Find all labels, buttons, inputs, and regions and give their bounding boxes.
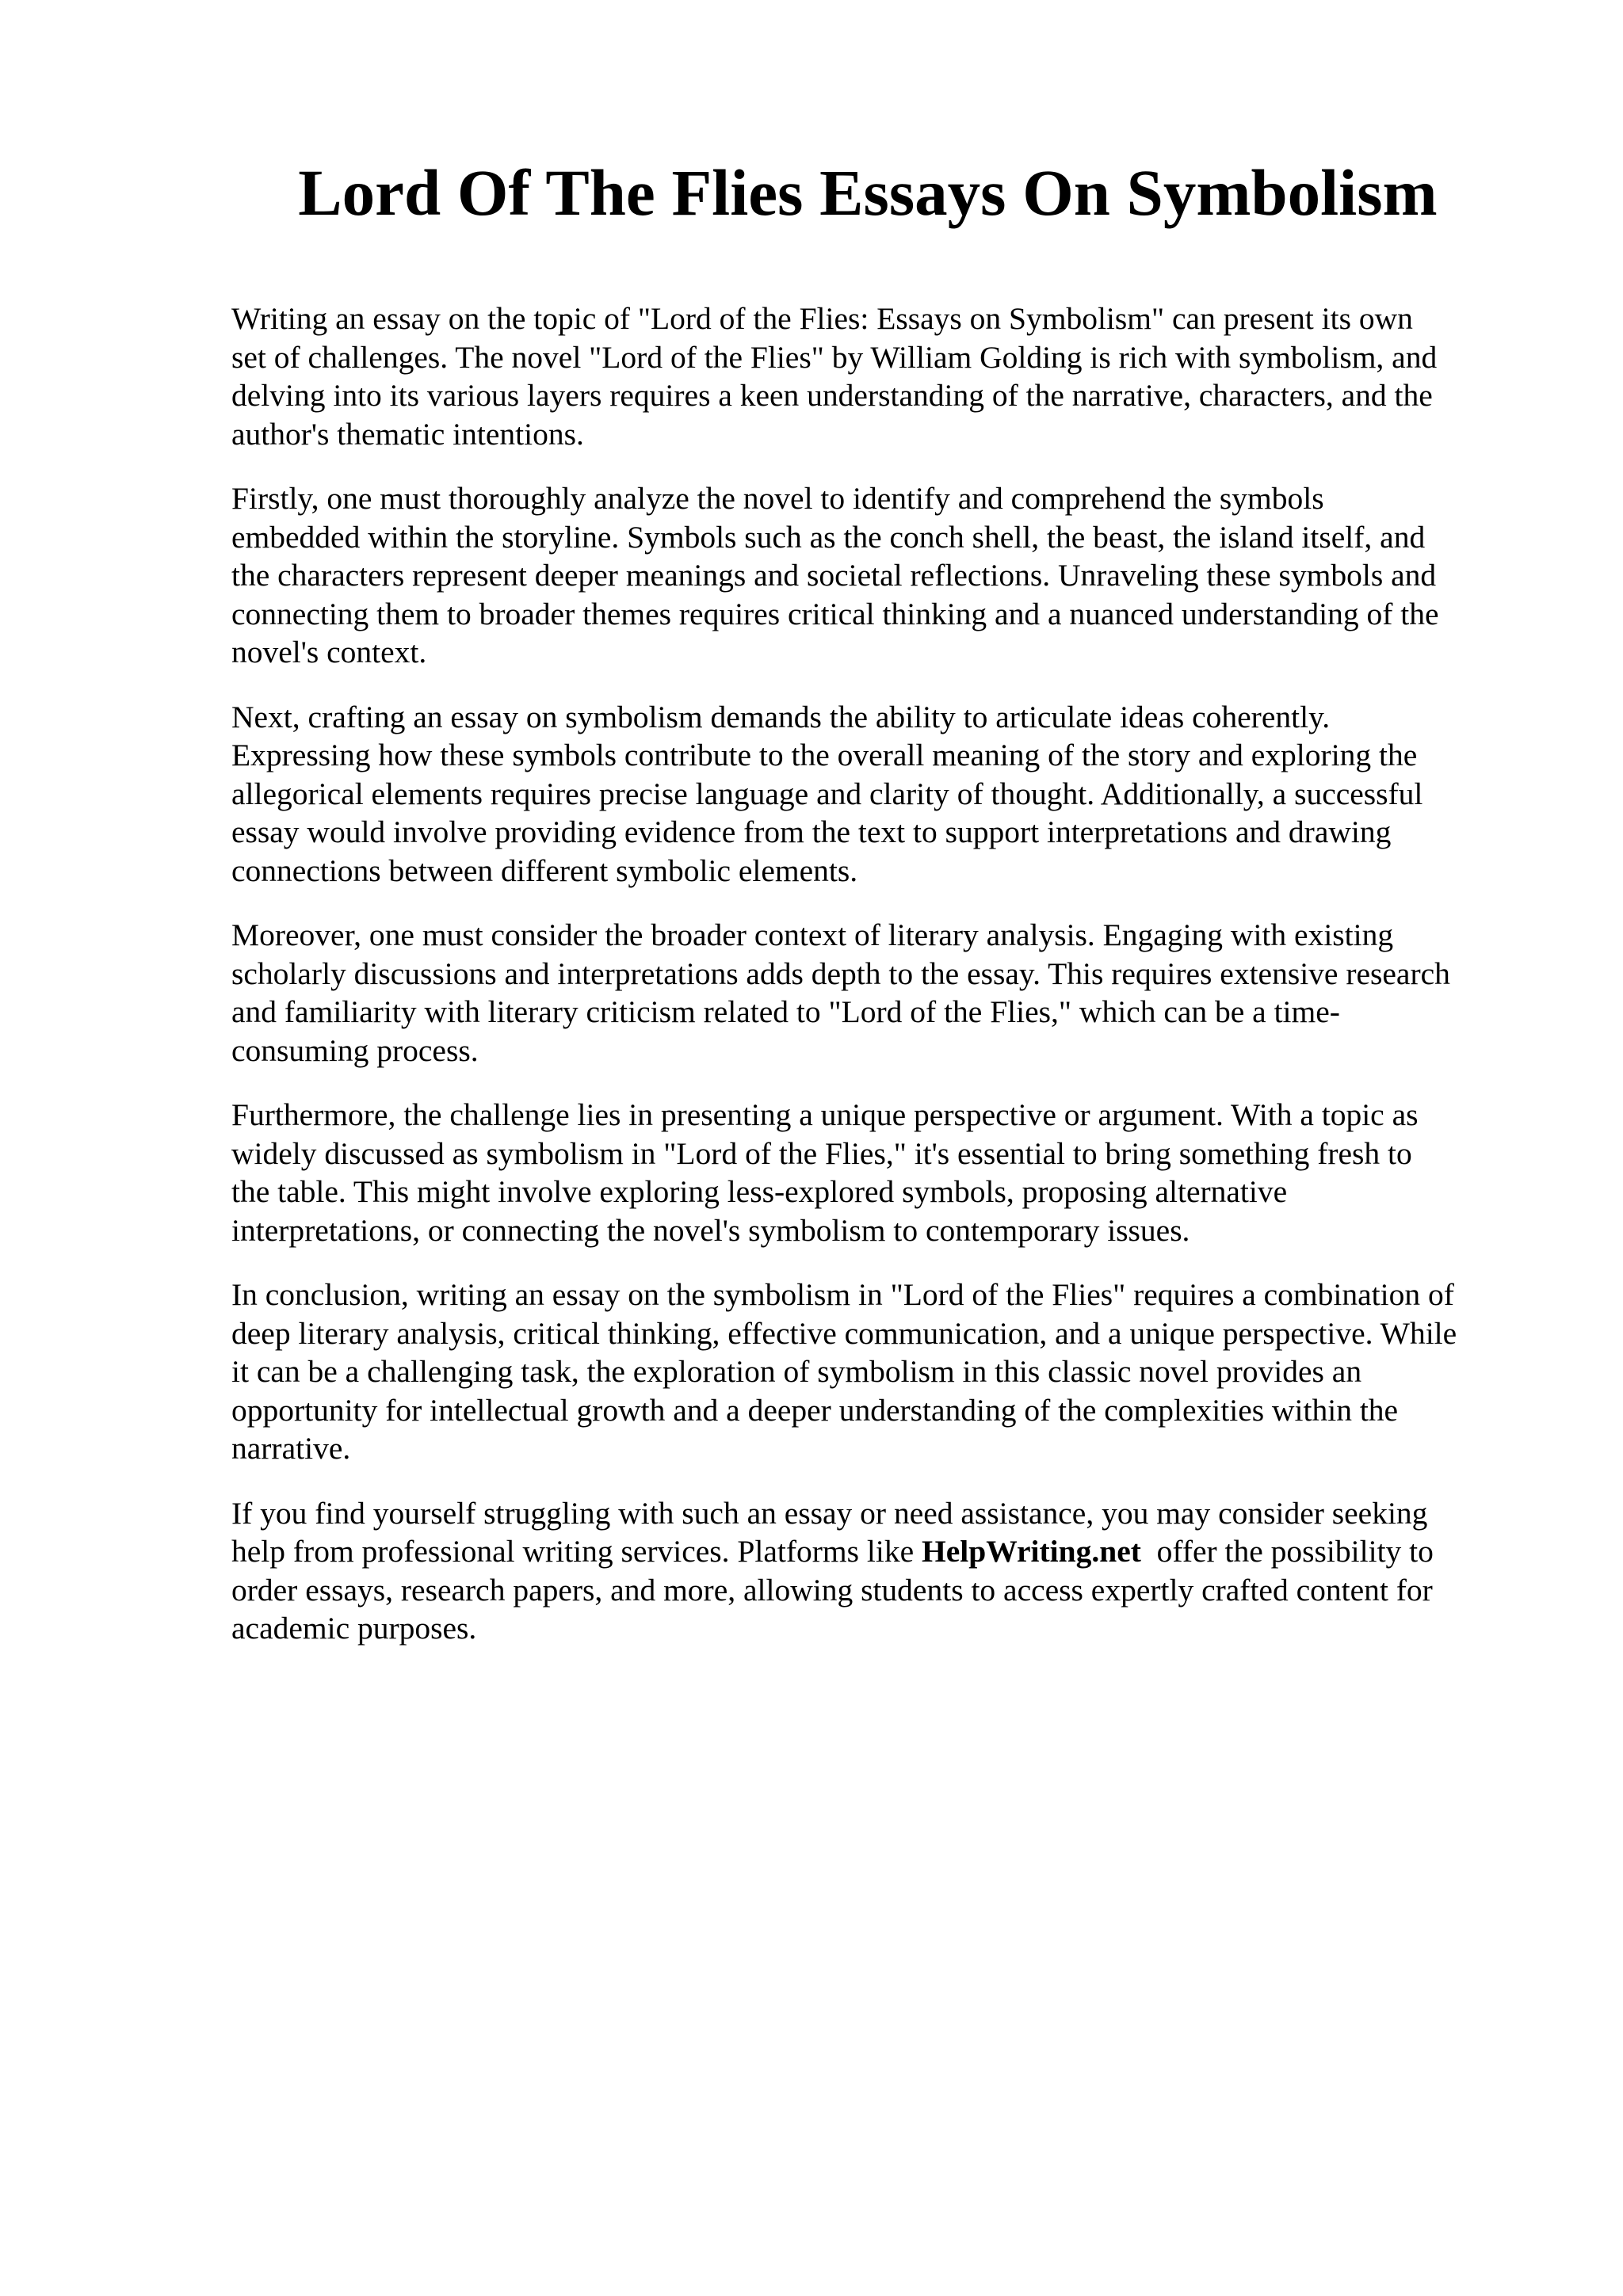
paragraph-line: Next, crafting an essay on symbolism demands the ability to articulate ideas coherently. [231,699,1331,734]
paragraph-line: Moreover, one must consider the broader context of literary analysis. Engaging with existing [231,917,1394,952]
helpwriting-brand-link[interactable]: HelpWriting.net [922,1534,1141,1569]
paragraph-line: narrative. [231,1431,351,1466]
paragraph-next [231,698,1531,891]
closing-text-after-brand: offer the possibility to [1140,1534,1434,1569]
paragraph-line: Writing an essay on the topic of "Lord of the Flies: Essays on Symbolism" can present its own [231,301,1413,336]
paragraph-line: author's thematic intentions. [231,416,584,452]
paragraph-line: allegorical elements requires precise language and clarity of thought. Additionally, a successful [231,776,1423,811]
paragraph-line: scholarly discussions and interpretations adds depth to the essay. This requires extensive research [231,955,1450,991]
essay-body [231,299,1531,1674]
paragraph-line: connecting them to broader themes requires critical thinking and a nuanced understanding of the [231,596,1439,631]
paragraph-line: the characters represent deeper meanings and societal reflections. Unraveling these symbols and [231,558,1437,593]
paragraph-line: delving into its various layers requires a keen understanding of the narrative, characters, and the [231,378,1433,413]
paragraph-line: Furthermore, the challenge lies in presenting a unique perspective or argument. With a topic as [231,1097,1419,1132]
paragraph-firstly [231,479,1531,672]
paragraph-line: interpretations, or connecting the novel's symbolism to contemporary issues. [231,1212,1190,1248]
paragraph-line: it can be a challenging task, the exploration of symbolism in this classic novel provides an [231,1354,1362,1389]
paragraph-conclusion [231,1276,1531,1468]
paragraph-line: the table. This might involve exploring less-explored symbols, proposing alternative [231,1174,1288,1209]
paragraph-line: consuming process. [231,1032,479,1068]
paragraph-line: In conclusion, writing an essay on the symbolism in "Lord of the Flies" requires a combination of [231,1277,1454,1312]
paragraph-moreover [231,916,1531,1070]
paragraph-line: and familiarity with literary criticism related to "Lord of the Flies," which can be a time- [231,994,1340,1029]
paragraph-line: academic purposes. [231,1611,477,1646]
paragraph-line: opportunity for intellectual growth and a deeper understanding of the complexities within the [231,1392,1399,1428]
page-title: Lord Of The Flies Essays On Symbolism [298,156,1438,229]
paragraph-line: essay would involve providing evidence from the text to support interpretations and drawing [231,814,1392,849]
paragraph-line: novel's context. [231,635,427,669]
paragraph-line: order essays, research papers, and more, allowing students to access expertly crafted content for [231,1572,1433,1608]
paragraph-intro [231,299,1531,453]
paragraph-furthermore [231,1096,1531,1249]
paragraph-line: connections between different symbolic elements. [231,852,858,888]
paragraph-line: deep literary analysis, critical thinking, effective communication, and a unique perspective. While [231,1315,1457,1351]
paragraph-line: If you find yourself struggling with such an essay or need assistance, you may consider seeking [231,1495,1428,1531]
paragraph-closing [231,1494,1531,1648]
paragraph-line: Expressing how these symbols contribute to the overall meaning of the story and exploring the [231,738,1418,772]
paragraph-line-with-link [231,1532,1531,1571]
paragraph-line: widely discussed as symbolism in "Lord of the Flies," it's essential to bring something fresh to [231,1135,1412,1171]
closing-text-before-brand: help from professional writing services. Platforms like [231,1534,922,1569]
paragraph-line: set of challenges. The novel "Lord of the Flies" by William Golding is rich with symbolism, and [231,339,1438,375]
paragraph-line: embedded within the storyline. Symbols such as the conch shell, the beast, the island itself, and [231,519,1426,555]
paragraph-line: Firstly, one must thoroughly analyze the novel to identify and comprehend the symbols [231,481,1324,516]
